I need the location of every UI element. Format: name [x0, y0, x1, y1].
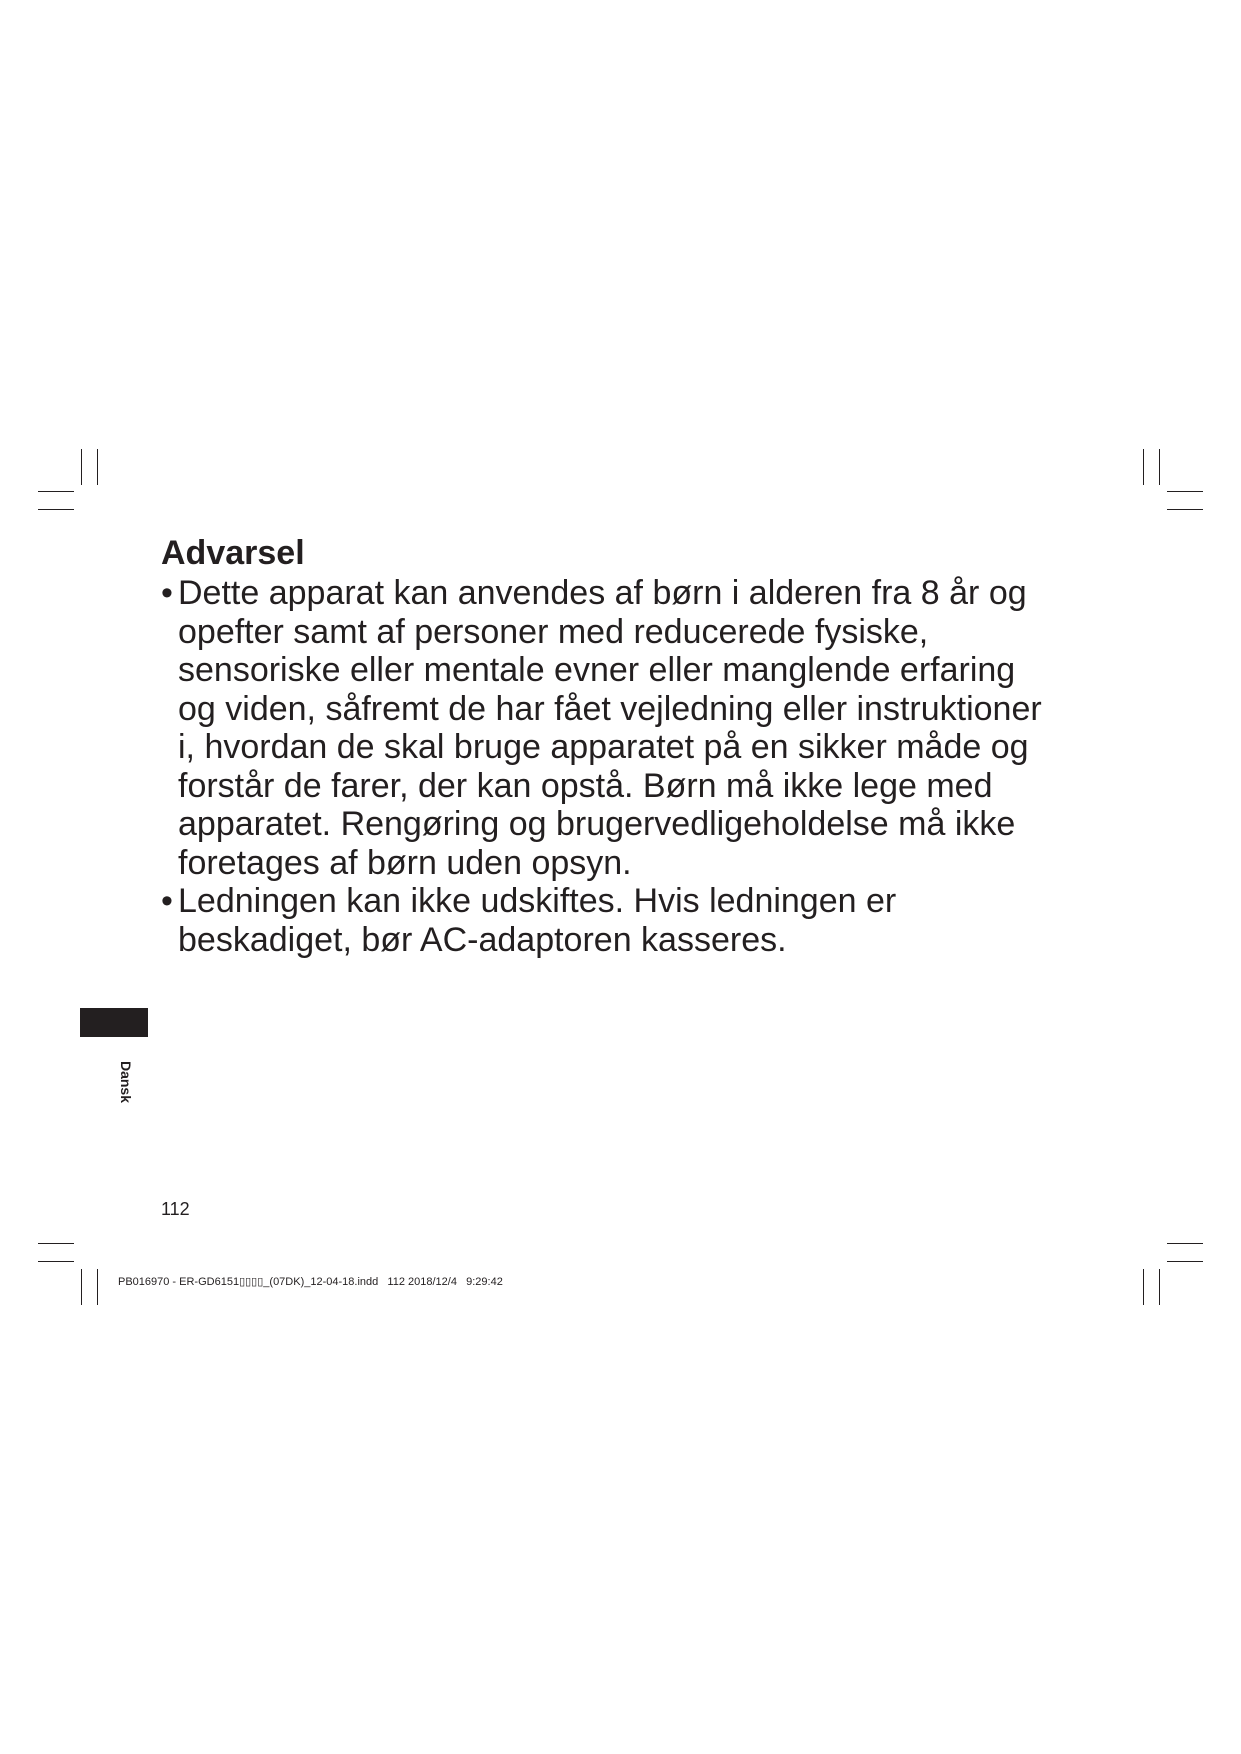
- language-tab: [80, 1008, 148, 1037]
- trim-mark: [38, 509, 74, 510]
- section-heading: Advarsel: [161, 534, 305, 572]
- list-item: [161, 882, 1061, 959]
- trim-mark: [1167, 491, 1203, 492]
- trim-mark: [97, 1269, 98, 1305]
- trim-mark: [1143, 449, 1144, 485]
- trim-mark: [81, 1269, 82, 1305]
- trim-mark: [97, 449, 98, 485]
- language-label: Dansk: [118, 1060, 134, 1104]
- trim-mark: [81, 449, 82, 485]
- list-item: [161, 574, 1061, 882]
- trim-mark: [1167, 1261, 1203, 1262]
- trim-mark: [1159, 449, 1160, 485]
- trim-mark: [38, 1261, 74, 1262]
- bullet-icon: •: [161, 574, 173, 612]
- trim-mark: [1143, 1269, 1144, 1305]
- print-slug: PB016970 - ER-GD6151▯▯▯▯_(07DK)_12-04-18.indd 112 2018/12/4 9:29:42: [118, 1276, 503, 1288]
- trim-mark: [38, 491, 74, 492]
- bullet-icon: •: [161, 882, 173, 920]
- page-number: 112: [161, 1199, 190, 1219]
- trim-mark: [1159, 1269, 1160, 1305]
- list-item-text: Dette apparat kan anvendes af børn i alderen fra 8 år og opefter samt af personer med reducerede fysiske, sensoriske eller mentale evner eller manglende erfaring og viden, såfremt de har fået vejledning eller instruktioner i, hvordan de skal bruge apparatet på en sikker måde og forstår de farer, der kan opstå. Børn må ikke lege med apparatet. Rengøring og brugervedligeholdelse må ikke foretages af børn uden opsyn.: [178, 574, 1042, 882]
- list-item-text: Ledningen kan ikke udskiftes. Hvis ledningen er beskadiget, bør AC-adaptoren kasseres.: [178, 882, 897, 959]
- trim-mark: [1167, 509, 1203, 510]
- trim-mark: [38, 1243, 74, 1244]
- warning-section: [161, 533, 1061, 959]
- trim-mark: [1167, 1243, 1203, 1244]
- warning-list: [161, 574, 1061, 959]
